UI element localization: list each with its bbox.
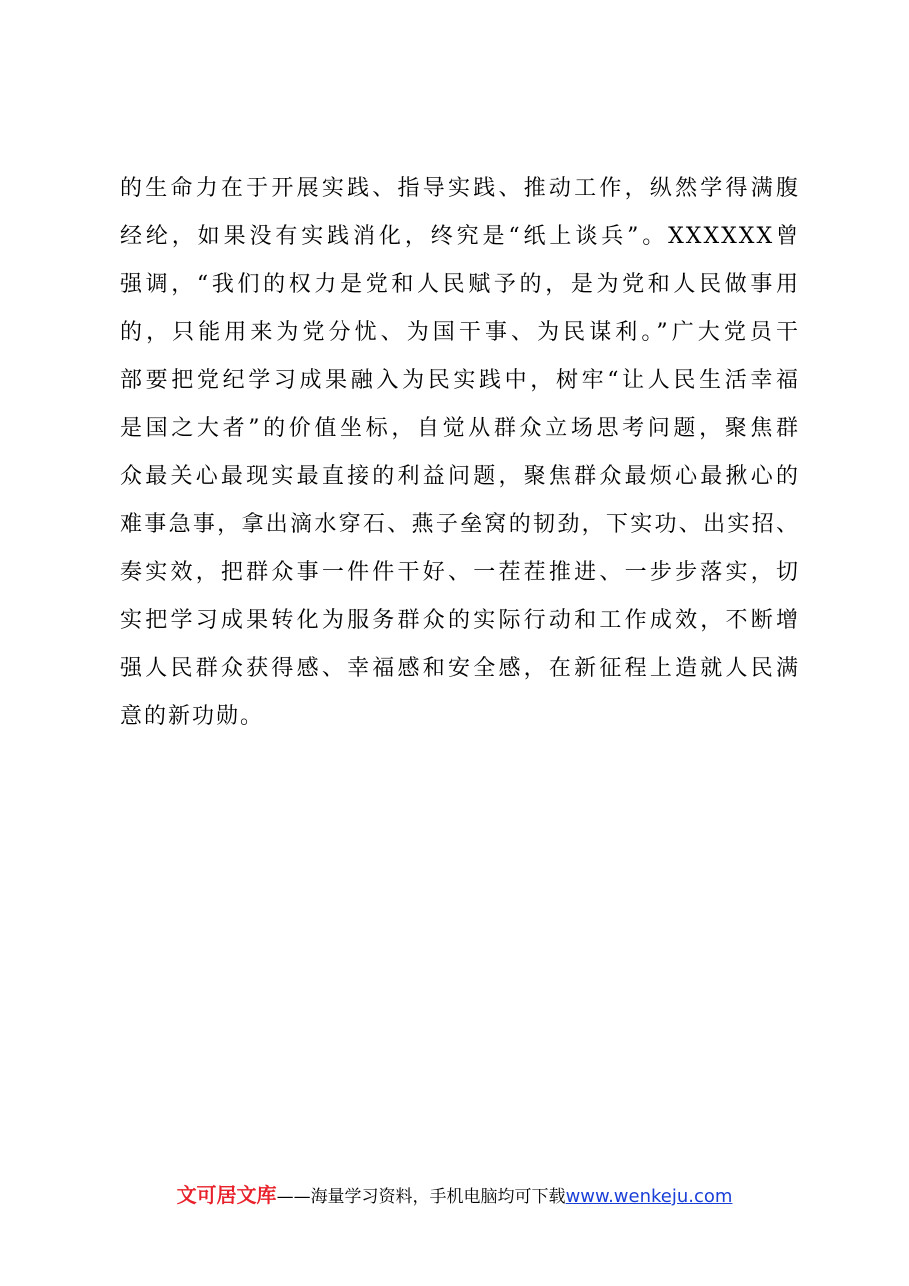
body-line-6: 是国之大者”的价值坐标，自觉从群众立场思考问题，聚焦群 <box>120 416 800 441</box>
body-line-4: 的，只能用来为党分忧、为国干事、为民谋利。”广大党员干 <box>120 320 800 345</box>
body-line-9: 奏实效，把群众事一件件干好、一茬茬推进、一步步落实，切 <box>120 560 800 585</box>
body-line-2: 经纶，如果没有实践消化，终究是“纸上谈兵”。XXXXXX曾 <box>120 224 800 249</box>
page-footer <box>0 1180 909 1212</box>
body-line-7: 众最关心最现实最直接的利益问题，聚焦群众最烦心最揪心的 <box>120 464 800 489</box>
footer-tagline: ——海量学习资料，手机电脑均可下载 <box>276 1187 566 1207</box>
body-line-12: 意的新功勋。 <box>120 704 265 729</box>
body-line-1: 的生命力在于开展实践、指导实践、推动工作，纵然学得满腹 <box>120 176 800 201</box>
body-paragraph <box>120 165 800 741</box>
body-line-8: 难事急事，拿出滴水穿石、燕子垒窝的韧劲，下实功、出实招、 <box>120 512 800 537</box>
body-line-10: 实把学习成果转化为服务群众的实际行动和工作成效，不断增 <box>120 608 800 633</box>
footer-website-link[interactable]: www.wenkeju.com <box>565 1186 733 1207</box>
body-line-3: 强调，“我们的权力是党和人民赋予的，是为党和人民做事用 <box>120 272 800 297</box>
footer-brand: 文可居文库 <box>176 1183 277 1207</box>
body-line-11: 强人民群众获得感、幸福感和安全感，在新征程上造就人民满 <box>120 656 800 681</box>
body-line-5: 部要把党纪学习成果融入为民实践中，树牢“让人民生活幸福 <box>120 368 800 393</box>
